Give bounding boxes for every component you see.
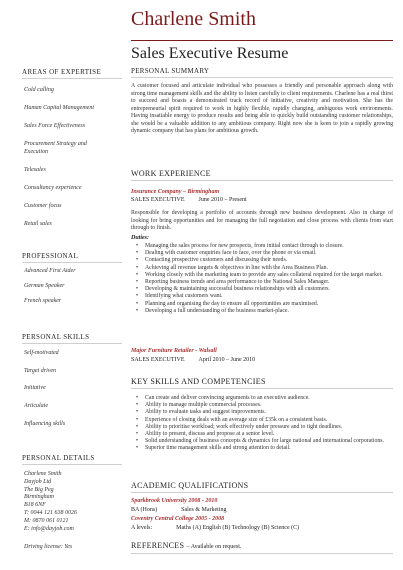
duty-item: • Planning and organising the day to ensure all opportunities are maximised. (145, 301, 393, 308)
expertise-item: Sales Force Effectiveness (24, 123, 86, 129)
job1-company: Insurance Company – Birmingham (131, 189, 220, 195)
personal-skills-heading: PERSONAL SKILLS (22, 333, 90, 341)
academic-heading: ACADEMIC QUALIFICATIONS (131, 481, 249, 490)
duty-item: • Reporting business trends and area performance to the National Sales Manager. (145, 279, 393, 286)
work-divider (131, 180, 393, 181)
expertise-divider (22, 78, 122, 79)
summary-text: A customer focused and articulate individual who possesses a friendly and personable approach along with strong time management skills and the ability to listen carefully to client requirements. Charlene has a real thirst to succeed and boasts a demonstrated track record of initiative, creativity and motivation. She has the entrepreneurial spirit required to work in highly flexible, rapidly changing, ambiguous work environments. Having insatiable energy to produce results and being able to quickly build outstanding customer relationships, she would be a valuable addition to any ambitious company. Right now she is keen to join a rapidly growing dynamic company that has plans for ambitious growth. (131, 83, 393, 134)
expertise-item: Human Capital Management (24, 105, 94, 111)
job1-description: Responsible for developing a portfolio of accounts through new business development. Also in charge of looking for bring opportunities and for managing the full negotiation and close process with clients from start through to finish. (131, 210, 393, 231)
duty-item: • Developing a full understanding of the business market-place. (145, 308, 393, 315)
personal-skill-item: Self-motivated (24, 350, 59, 356)
duty-item: • Contacting prospective customers and discussing their needs. (145, 257, 393, 264)
duty-item: • Managing the sales process for new prospects, from initial contact through to closure. (145, 243, 393, 250)
references-value: – Available on request. (186, 544, 242, 550)
job2-company: Major Furniture Retailer - Walsall (131, 348, 217, 354)
expertise-item: Telesales (24, 167, 46, 173)
references-heading (131, 541, 241, 550)
ba-qualification (131, 507, 227, 513)
personal-skills-divider (22, 343, 122, 344)
personal-skill-item: Influencing skills (24, 421, 66, 427)
university-name: Sparkbrook University 2008 - 2010 (131, 498, 218, 504)
contact-city: Birmingham (24, 494, 54, 501)
skill-item: • Can create and deliver convincing arguments to an executive audience. (145, 395, 393, 402)
personal-skill-item: Target driven (24, 368, 57, 374)
contact-telephone: T: 0044 121 638 0026 (24, 509, 78, 516)
alevels-value: Maths (A) English (B) Technology (B) Science (C) (176, 525, 300, 531)
job1-role (131, 197, 247, 203)
professional-divider (22, 262, 122, 263)
expertise-item: Consultancy experience (24, 185, 82, 191)
skill-item: • Experience of closing deals with an average size of £35k on a consistent basis. (145, 417, 393, 424)
contact-street: The Big Peg (24, 486, 54, 493)
duty-item: • Developing & maintaining successful business relationships with all customers. (145, 286, 393, 293)
expertise-item: Execution (24, 149, 48, 155)
alevels-label: A levels: (131, 525, 153, 531)
skill-item: • Ability to prioritise workload; work effectively under pressure and to tight deadlines. (145, 424, 393, 431)
contact-email[interactable]: E: info@dayjob.com (24, 525, 74, 532)
skills-heading: KEY SKILLS AND COMPETENCIES (131, 377, 266, 386)
skill-item: • Ability to evaluate tasks and suggest improvements. (145, 409, 393, 416)
ba-label: BA (Hons) (131, 507, 158, 513)
personal-details-divider (22, 464, 122, 465)
skill-item: • Solid understanding of business concepts & dynamics for large national and international corporations. (145, 438, 393, 445)
contact-company: Dayjob Ltd (24, 478, 52, 485)
contact-block (24, 471, 77, 533)
skill-item: • Ability to manage multiple commercial processes. (145, 402, 393, 409)
expertise-item: Procurement Strategy and (24, 141, 87, 147)
duty-item: • Working closely with the marketing team to provide any sales collateral required for the target market. (145, 272, 393, 279)
duty-item: • Achieving all revenue targets & objectives in line with the Area Business Plan. (145, 265, 393, 272)
job1-title: SALES EXECUTIVE (131, 197, 185, 203)
personal-details-heading: PERSONAL DETAILS (22, 454, 95, 462)
contact-name: Charlene Smith (24, 471, 62, 477)
personal-skill-item: Initiative (24, 385, 46, 391)
professional-item: French speaker (24, 298, 62, 304)
work-heading: WORK EXPERIENCE (131, 169, 211, 178)
expertise-heading: AREAS OF EXPERTISE (22, 68, 102, 76)
job2-title: SALES EXECUTIVE (131, 357, 185, 363)
professional-item: German Speaker (24, 283, 65, 289)
skill-item: • Ability to present, discuss and propose at a senior level. (145, 431, 393, 438)
skills-divider (131, 388, 393, 389)
driving-license: Driving license: Yes (24, 544, 73, 550)
duties-list (131, 243, 393, 315)
skill-item: • Superior time management skills and strong attention to detail. (145, 445, 393, 452)
summary-divider (131, 77, 393, 78)
duty-item: • Identifying what customers want. (145, 293, 393, 300)
professional-heading: PROFESSIONAL (22, 252, 79, 260)
contact-mobile: M: 0870 061 0121 (24, 517, 69, 524)
duty-item: • Dealing with customer enquiries face to face, over the phone or via email. (145, 250, 393, 257)
alevels-qualification (131, 525, 299, 531)
header-divider (131, 40, 393, 41)
resume-name: Charlene Smith (131, 8, 256, 30)
expertise-item: Customer focus (24, 203, 62, 209)
summary-heading: PERSONAL SUMMARY (131, 67, 210, 75)
resume-subtitle: Sales Executive Resume (131, 45, 289, 62)
professional-item: Advanced First Aider (24, 268, 76, 274)
skills-list (131, 395, 393, 453)
job2-dates: April 2010 – June 2010 (198, 357, 256, 363)
expertise-item: Retail sales (24, 221, 52, 227)
job1-dates: June 2010 – Present (198, 197, 247, 203)
personal-skill-item: Articulate (24, 403, 48, 409)
college-name: Coventry Central College 2005 - 2008 (131, 516, 225, 522)
contact-postcode: B18 6NF (24, 502, 46, 509)
academic-divider (131, 492, 393, 493)
job2-role (131, 357, 255, 363)
references-label: REFERENCES (131, 541, 185, 550)
references-divider (131, 553, 393, 554)
expertise-item: Cold calling (24, 87, 54, 93)
ba-value: Sales & Marketing (181, 507, 227, 513)
duties-label: Duties: (131, 235, 149, 241)
